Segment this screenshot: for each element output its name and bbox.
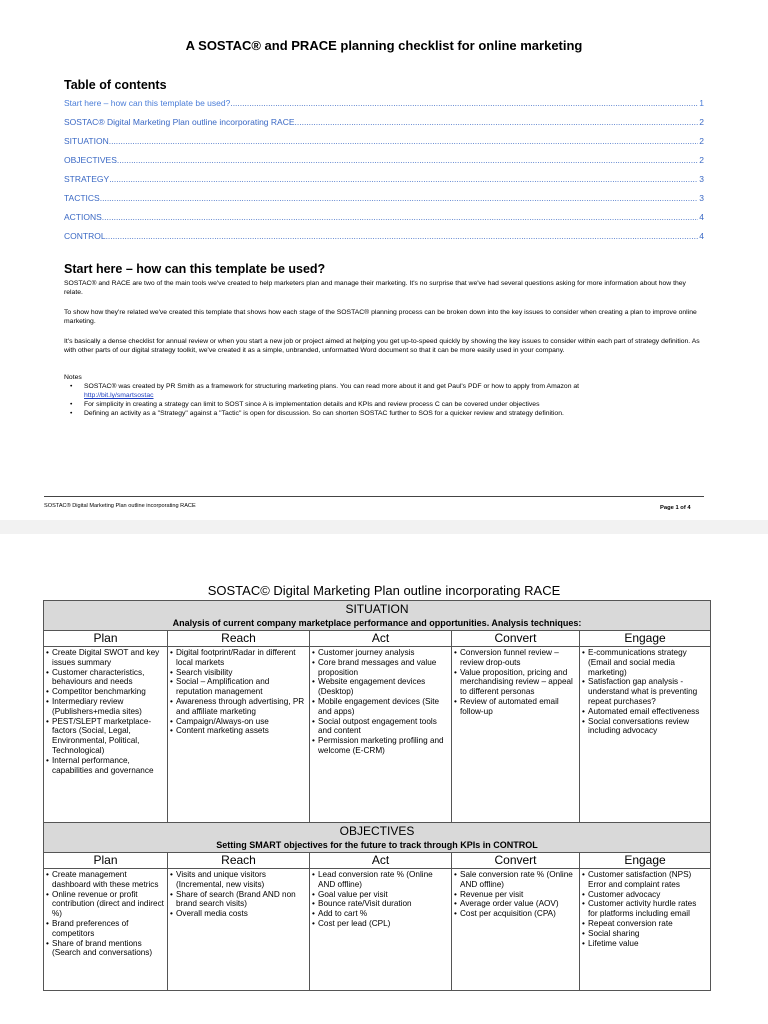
toc-entry-label: Start here – how can this template be used?	[64, 98, 231, 108]
bullet-item: • Share of brand mentions (Search and conversations)	[46, 939, 165, 959]
note-item: • For simplicity in creating a strategy can limit to SOST since A is implementation details and KPIs and review process C can be covered under objectives	[64, 400, 704, 409]
toc-leader-dots	[106, 231, 699, 241]
bullet-item: • Customer activity hurdle rates for platforms including email	[582, 899, 708, 919]
bullet-item: • Awareness through advertising, PR and affiliate marketing	[170, 697, 307, 717]
bullet-item: • Lifetime value	[582, 939, 708, 949]
bullet-item: • PEST/SLEPT marketplace-factors (Social, Legal, Environmental, Political, Technological)	[46, 717, 165, 756]
toc-leader-dots	[100, 193, 699, 203]
toc-leader-dots	[117, 155, 698, 165]
paragraph-intro: SOSTAC® and RACE are two of the main tools we've created to help marketers plan and manage their marketing. It's no surprise that we've had several questions asking for more information about how they relate.	[64, 280, 686, 296]
toc-leader-dots	[102, 212, 698, 222]
bullet-item: • Customer advocacy	[582, 890, 708, 900]
objectives-header	[44, 823, 711, 853]
toc-entry[interactable]	[64, 155, 704, 174]
toc-entry-label: SITUATION	[64, 136, 109, 146]
objectives-row	[44, 869, 711, 991]
column-header-convert: Convert	[452, 853, 580, 869]
bullet-list	[580, 647, 710, 738]
bullet-item: • Mobile engagement devices (Site and apps)	[312, 697, 449, 717]
notes-list	[64, 382, 704, 418]
column-header-plan: Plan	[44, 631, 168, 647]
toc-entry-page: 2	[699, 136, 704, 146]
toc-entry-page: 2	[699, 117, 704, 127]
objectives-reach-cell	[168, 869, 310, 991]
bullet-item: • Create management dashboard with these metrics	[46, 870, 165, 890]
toc-entry-page: 4	[699, 231, 704, 241]
column-header-convert: Convert	[452, 631, 580, 647]
bullet-list	[452, 869, 579, 921]
paragraph-checklist: It's basically a dense checklist for annual review or when you start a new job or project aimed at helping you get up-to-speed quickly by showing the key issues to consider within each part of strategy definition. As with other parts of our digital strategy toolkit, we've created it as a simple, unbranded, unformatted Word document so that it can be more easily used in your company.	[64, 338, 700, 354]
bullet-item: • Campaign/Always-on use	[170, 717, 307, 727]
situation-reach-cell	[168, 647, 310, 823]
bullet-item: • Social – Amplification and reputation management	[170, 677, 307, 697]
document-page-2	[0, 540, 768, 1024]
situation-title: SITUATION	[345, 602, 409, 616]
bullet-item: • Goal value per visit	[312, 890, 449, 900]
sostac-race-table	[43, 600, 711, 991]
bullet-item: • Brand preferences of competitors	[46, 919, 165, 939]
smartsostac-link[interactable]: http://bit.ly/smartsostac	[84, 392, 154, 399]
objectives-convert-cell	[452, 869, 580, 991]
bullet-item: • E-communications strategy (Email and social media marketing)	[582, 648, 708, 677]
objectives-engage-cell	[580, 869, 711, 991]
bullet-item: • Bounce rate/Visit duration	[312, 899, 449, 909]
column-header-engage: Engage	[580, 631, 711, 647]
toc-entry[interactable]	[64, 231, 704, 250]
situation-plan-cell	[44, 647, 168, 823]
plan-outline-title: SOSTAC© Digital Marketing Plan outline incorporating RACE	[207, 583, 561, 598]
bullet-item: • Customer satisfaction (NPS) Error and complaint rates	[582, 870, 708, 890]
column-header-plan: Plan	[44, 853, 168, 869]
bullet-item: • Revenue per visit	[454, 890, 577, 900]
toc-entry[interactable]	[64, 136, 704, 155]
toc-entry-page: 1	[699, 98, 704, 108]
situation-header	[44, 601, 711, 631]
footer-document-name: SOSTAC® Digital Marketing Plan outline incorporating RACE	[44, 503, 196, 509]
table-of-contents	[64, 98, 704, 250]
toc-entry[interactable]	[64, 193, 704, 212]
toc-entry[interactable]	[64, 98, 704, 117]
bullet-item: • Share of search (Brand AND non brand search visits)	[170, 890, 307, 910]
bullet-list	[580, 869, 710, 950]
document-title: A SOSTAC® and PRACE planning checklist for online marketing	[185, 38, 583, 53]
situation-engage-cell	[580, 647, 711, 823]
bullet-item: • Customer journey analysis	[312, 648, 449, 658]
bullet-list	[44, 869, 167, 960]
column-header-reach: Reach	[168, 631, 310, 647]
toc-heading: Table of contents	[64, 78, 167, 92]
toc-entry-label: CONTROL	[64, 231, 106, 241]
toc-leader-dots	[295, 117, 699, 127]
bullet-list	[452, 647, 579, 719]
toc-entry-page: 2	[699, 155, 704, 165]
bullet-item: • Customer characteristics, behaviours and needs	[46, 668, 165, 688]
toc-entry-label: OBJECTIVES	[64, 155, 117, 165]
footer-divider	[44, 496, 704, 497]
objectives-column-headers	[44, 853, 711, 869]
bullet-item: • Online revenue or profit contribution (direct and indirect %)	[46, 890, 165, 919]
bullet-item: • Core brand messages and value proposition	[312, 658, 449, 678]
bullet-item: • Satisfaction gap analysis - understand what is preventing repeat purchases?	[582, 677, 708, 706]
bullet-item: • Visits and unique visitors (Incremental, new visits)	[170, 870, 307, 890]
bullet-item: • Cost per lead (CPL)	[312, 919, 449, 929]
objectives-plan-cell	[44, 869, 168, 991]
section-heading-start-here: Start here – how can this template be used?	[64, 262, 326, 276]
situation-column-headers	[44, 631, 711, 647]
bullet-item: • Sale conversion rate % (Online AND offline)	[454, 870, 577, 890]
notes-label: Notes	[64, 374, 82, 381]
paragraph-template: To show how they're related we've created this template that shows how each stage of the SOSTAC® planning process can be broken down into the key issues to consider when creating a plan to improve online marketing.	[64, 309, 697, 325]
bullet-item: • Search visibility	[170, 668, 307, 678]
bullet-list	[168, 869, 309, 921]
column-header-engage: Engage	[580, 853, 711, 869]
situation-subtitle: Analysis of current company marketplace performance and opportunities. Analysis techniques:	[172, 618, 582, 628]
toc-entry-label: ACTIONS	[64, 212, 102, 222]
toc-leader-dots	[230, 98, 698, 108]
note-item: • SOSTAC® was created by PR Smith as a framework for structuring marketing plans. You can read more about it and get Paul's PDF or how to apply from Amazon at http://bit.ly/smartsostac	[64, 382, 704, 400]
bullet-item: • Social conversations review including advocacy	[582, 717, 708, 737]
toc-entry[interactable]	[64, 212, 704, 231]
bullet-item: • Add to cart %	[312, 909, 449, 919]
bullet-item: • Conversion funnel review – review drop-outs	[454, 648, 577, 668]
bullet-item: • Repeat conversion rate	[582, 919, 708, 929]
bullet-item: • Review of automated email follow-up	[454, 697, 577, 717]
bullet-item: • Digital footprint/Radar in different local markets	[170, 648, 307, 668]
footer-page-number: Page 1 of 4	[660, 505, 691, 511]
page-break	[0, 520, 768, 534]
toc-entry-label: SOSTAC® Digital Marketing Plan outline incorporating RACE	[64, 117, 295, 127]
situation-act-cell	[310, 647, 452, 823]
objectives-subtitle: Setting SMART objectives for the future to track through KPIs in CONTROL	[216, 840, 538, 850]
bullet-item: • Social outpost engagement tools and content	[312, 717, 449, 737]
bullet-item: • Internal performance, capabilities and governance	[46, 756, 165, 776]
toc-entry[interactable]	[64, 174, 704, 193]
bullet-item: • Create Digital SWOT and key issues summary	[46, 648, 165, 668]
bullet-item: • Overall media costs	[170, 909, 307, 919]
bullet-item: • Content marketing assets	[170, 726, 307, 736]
toc-entry-page: 4	[699, 212, 704, 222]
toc-entry-page: 3	[699, 174, 704, 184]
objectives-act-cell	[310, 869, 452, 991]
bullet-item: • Lead conversion rate % (Online AND offline)	[312, 870, 449, 890]
bullet-item: • Website engagement devices (Desktop)	[312, 677, 449, 697]
toc-entry-page: 3	[699, 193, 704, 203]
toc-entry-label: TACTICS	[64, 193, 100, 203]
situation-row	[44, 647, 711, 823]
bullet-item: • Value proposition, pricing and merchandising review – appeal to different personas	[454, 668, 577, 697]
column-header-act: Act	[310, 853, 452, 869]
toc-leader-dots	[109, 174, 698, 184]
bullet-item: • Permission marketing profiling and welcome (E-CRM)	[312, 736, 449, 756]
bullet-item: • Automated email effectiveness	[582, 707, 708, 717]
bullet-item: • Social sharing	[582, 929, 708, 939]
bullet-list	[310, 647, 451, 758]
objectives-title: OBJECTIVES	[339, 824, 415, 838]
toc-entry[interactable]	[64, 117, 704, 136]
bullet-item: • Intermediary review (Publishers+media sites)	[46, 697, 165, 717]
toc-leader-dots	[109, 136, 699, 146]
column-header-reach: Reach	[168, 853, 310, 869]
note-item: • Defining an activity as a "Strategy" against a "Tactic" is open for discussion. So can shorten SOSTAC further to SOS for a quicker review and strategy definition.	[64, 409, 704, 418]
bullet-list	[44, 647, 167, 777]
bullet-item: • Competitor benchmarking	[46, 687, 165, 697]
situation-convert-cell	[452, 647, 580, 823]
toc-entry-label: STRATEGY	[64, 174, 110, 184]
column-header-act: Act	[310, 631, 452, 647]
bullet-item: • Average order value (AOV)	[454, 899, 577, 909]
bullet-list	[168, 647, 309, 738]
bullet-item: • Cost per acquisition (CPA)	[454, 909, 577, 919]
bullet-list	[310, 869, 451, 931]
